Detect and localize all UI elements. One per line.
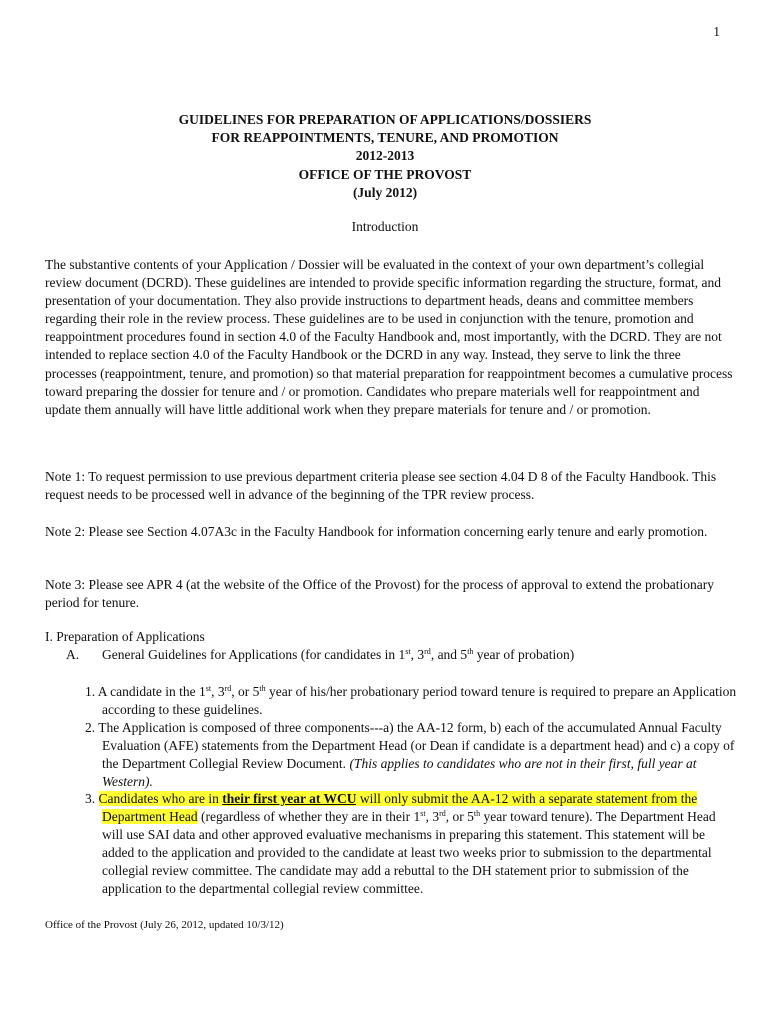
title-line-3: 2012-2013: [355, 148, 415, 164]
item-text: , or 5: [445, 809, 474, 825]
note-3: Note 3: Please see APR 4 (at the website of the Office of the Provost) for the process of approval to extend the probationary period for tenure.: [45, 577, 714, 611]
superscript: st: [205, 684, 212, 693]
superscript: th: [259, 684, 266, 693]
item-number: 3.: [85, 791, 99, 806]
highlighted-bold-underlined-text: their first year at WCU: [222, 791, 357, 806]
item-text: year of his/her probationary period toward tenure is required to prepare an Application according to these guidelines.: [102, 684, 737, 718]
superscript: rd: [424, 647, 431, 656]
superscript: rd: [224, 684, 232, 693]
item-text: , 3: [425, 809, 440, 825]
item-text: year toward tenure). The Department Head will use SAI data and other approved evaluative mechanisms in preparing this statement. This statement will be added to the application and provided to the candidate at least two weeks prior to submission to the departmental collegial review committee. The candidate may add a rebuttal to the DH statement prior to submission of the application to the departmental collegial review committee.: [102, 809, 716, 897]
superscript: rd: [439, 809, 446, 819]
item-text: 2. The Application is composed of three components---a) the AA-12 form, b) each of the accumulated Annual Faculty Evaluation (AFE) statements from the Department Head (or Dean if candidate is a department head) and c) a copy of the Department Collegial Review Document.: [85, 720, 735, 772]
superscript: th: [473, 809, 481, 819]
item-text: , 3: [211, 684, 225, 699]
superscript: st: [420, 809, 426, 819]
page-number: 1: [713, 24, 720, 39]
title-line-4: OFFICE OF THE PROVOST: [298, 166, 472, 182]
list-item-1: [85, 683, 737, 719]
section-a-text: , 3: [410, 647, 425, 662]
title-line-5: (July 2012): [352, 184, 418, 200]
page-footer: Office of the Provost (July 26, 2012, updated 10/3/12): [45, 919, 284, 931]
item-text: , or 5: [231, 684, 260, 699]
document-title: [0, 111, 770, 202]
title-line-1: GUIDELINES FOR PREPARATION OF APPLICATIONS/DOSSIERS: [178, 112, 592, 127]
introduction-heading: Introduction: [351, 219, 419, 234]
section-letter: A.: [66, 647, 80, 662]
list-item-3: [85, 790, 737, 899]
list-item-2: [85, 719, 737, 791]
highlighted-text: Candidates who are in: [98, 791, 223, 806]
item-text: (regardless of whether they are in their 1: [197, 809, 421, 825]
note-2: Note 2: Please see Section 4.07A3c in the Faculty Handbook for information concerning early tenure and early promotion.: [45, 524, 708, 539]
highlighted-text: will only submit the AA-12 with a separate statement from the Department Head: [102, 791, 698, 825]
section-heading-A: [66, 647, 574, 663]
section-a-text: , and 5: [430, 647, 468, 662]
item-text: 1. A candidate in the 1: [85, 684, 206, 699]
superscript: th: [467, 647, 474, 656]
section-heading-I: I. Preparation of Applications: [45, 629, 205, 644]
item-italic-note: (This applies to candidates who are not in their first, full year at Western).: [102, 756, 697, 790]
note-1: Note 1: To request permission to use previous department criteria please see section 4.04 D 8 of the Faculty Handbook. This request needs to be processed well in advance of the beginning of the TPR review process.: [45, 469, 717, 503]
superscript: st: [405, 647, 411, 656]
title-line-2: FOR REAPPOINTMENTS, TENURE, AND PROMOTION: [211, 130, 559, 146]
section-a-text: General Guidelines for Applications (for candidates in 1: [102, 647, 406, 662]
section-a-text: year of probation): [473, 647, 575, 662]
introduction-paragraph: The substantive contents of your Application / Dossier will be evaluated in the context of your own department’s collegial review document (DCRD). These guidelines are intended to provide specific information regarding the structure, format, and presentation of your documentation. They also provide instructions to department heads, deans and committee members regarding their role in the review process. These guidelines are to be used in conjunction with the tenure, promotion and reappointment procedures found in section 4.0 of the Faculty Handbook and, most importantly, with the DCRD. They are not intended to replace section 4.0 of the Faculty Handbook or the DCRD in any way. Instead, they serve to link the three processes (reappointment, tenure, and promotion) so that material preparation for reappointment becomes a cumulative process toward preparing the dossier for tenure and / or promotion. Candidates who prepare materials well for reappointment and update them annually will have little additional work when they prepare materials for tenure and / or promotion.: [45, 257, 733, 417]
